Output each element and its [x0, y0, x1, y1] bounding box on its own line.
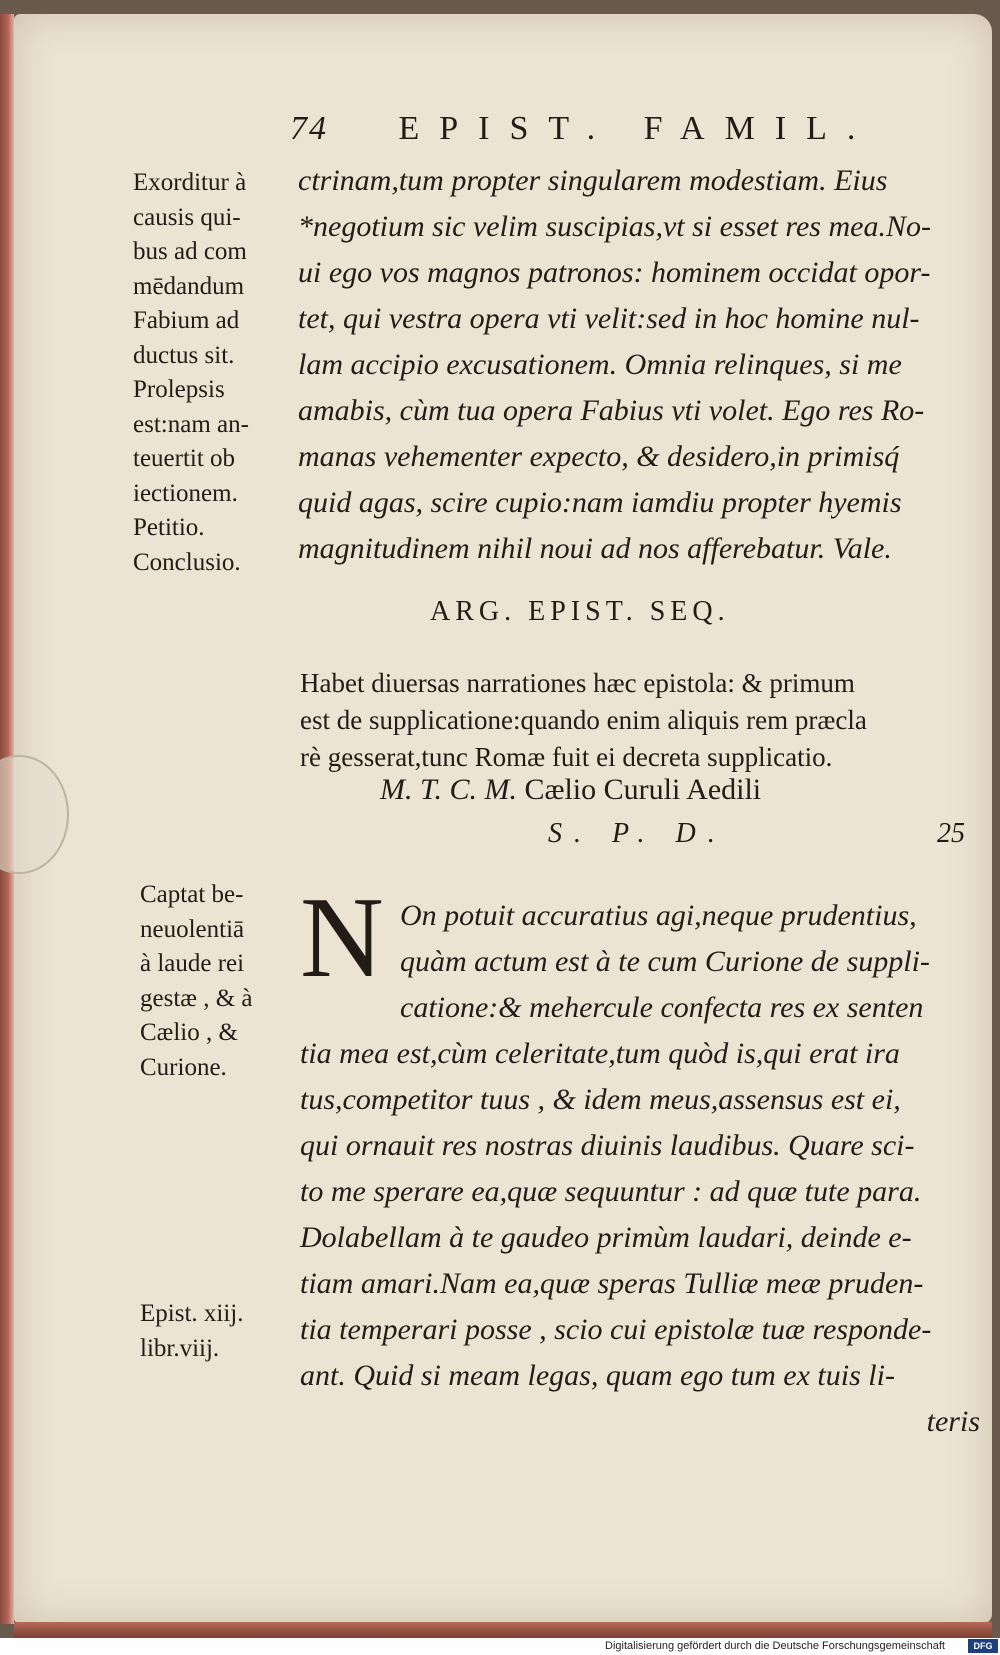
text-line: ant. Quid si meam legas, quam ego tum ex tuis li- — [300, 1359, 895, 1392]
text-line: tet, qui vestra opera vti velit:sed in hoc homine nul- — [298, 302, 920, 335]
text-line: tus,competitor tuus , & idem meus,assensus est ei, — [300, 1083, 901, 1116]
sender: M. T. C. M. — [380, 773, 517, 806]
text-line: manas vehementer expecto, & desidero,in primisq́ — [298, 440, 900, 473]
drop-cap: N — [300, 874, 384, 1002]
margin-note-line: iectionem. — [133, 479, 238, 507]
margin-note-line: teuertit ob — [133, 445, 236, 472]
salutation: S. P. D. — [548, 818, 727, 849]
text-line: Habet diuersas narrationes hæc epistola: & primum — [300, 668, 855, 698]
dfg-logo: DFG — [968, 1639, 998, 1653]
margin-note-line: est:nam an- — [133, 410, 249, 438]
recipient: Cælio Curuli Aedili — [524, 773, 762, 806]
letter-2-opening — [400, 893, 930, 1031]
margin-note-line: Conclusio. — [133, 548, 241, 576]
margin-note-1 — [133, 166, 249, 580]
text-line: tia mea est,cùm celeritate,tum quòd is,qui erat ira — [300, 1037, 900, 1070]
text-line: Dolabellam à te gaudeo primùm laudari, deinde e- — [300, 1221, 912, 1254]
margin-note-3 — [140, 1296, 243, 1365]
margin-note-2 — [140, 878, 253, 1085]
text-line: catione:& mehercule confecta res ex senten — [400, 991, 924, 1024]
margin-note-line: gestæ , & à — [140, 984, 253, 1012]
margin-note-line: mēdandum — [133, 272, 245, 300]
letter-address — [380, 773, 761, 807]
margin-note-line: bus ad com — [133, 238, 247, 265]
footer-credit: Digitalisierung gefördert durch die Deutsche Forschungsgemeinschaft — [605, 1640, 945, 1652]
margin-note-line: Captat be- — [140, 881, 244, 908]
margin-note-line: Petitio. — [133, 514, 205, 541]
page-number: 74 — [290, 110, 328, 147]
text-line: qui ornauit res nostras diuinis laudibus. Quare sci- — [300, 1129, 915, 1162]
margin-note-line: ductus sit. — [133, 341, 235, 369]
argument-text — [300, 665, 867, 776]
margin-note-line: Cælio , & — [140, 1019, 238, 1046]
text-line: to me sperare ea,quæ sequuntur : ad quæ tute para. — [300, 1175, 922, 1208]
text-line: rè gesserat,tunc Romæ fuit ei decreta supplicatio. — [300, 742, 833, 772]
text-line: ctrinam,tum propter singularem modestiam. Eius — [298, 164, 888, 197]
letter-1-text — [298, 158, 931, 572]
text-line: quàm actum est à te cum Curione de suppli- — [400, 945, 930, 978]
margin-note-line: Prolepsis — [133, 376, 225, 403]
argument-heading: ARG. EPIST. SEQ. — [430, 596, 730, 627]
text-line: lam accipio excusationem. Omnia relinques, si me — [298, 348, 902, 381]
letter-number: 25 — [937, 818, 965, 849]
margin-note-line: Epist. xiij. — [140, 1300, 244, 1327]
margin-note-line: à laude rei — [140, 950, 245, 977]
text-line: teris — [926, 1405, 980, 1438]
text-line: tia temperari posse , scio cui epistolæ tuæ responde- — [300, 1313, 932, 1346]
margin-note-line: neuolentiā — [140, 915, 245, 943]
margin-note-line: Exorditur à — [133, 169, 247, 196]
text-line: On potuit accuratius agi,neque prudentius, — [400, 899, 917, 932]
book-edge-bottom — [14, 1622, 992, 1638]
margin-note-line: libr.viij. — [140, 1334, 220, 1362]
margin-note-line: Curione. — [140, 1053, 227, 1081]
text-line: est de supplicatione:quando enim aliquis rem præcla — [300, 705, 867, 735]
text-line: *negotium sic velim suscipias,vt si esset res mea.No- — [298, 210, 931, 243]
text-line: tiam amari.Nam ea,quæ speras Tulliæ meæ pruden- — [300, 1267, 924, 1300]
text-line: amabis, cùm tua opera Fabius vti volet. Ego res Ro- — [298, 394, 925, 427]
header-title: EPIST. FAMIL. — [398, 110, 876, 147]
text-line: quid agas, scire cupio:nam iamdiu propter hyemis — [298, 486, 902, 519]
text-line: ui ego vos magnos patronos: hominem occidat opor- — [298, 256, 931, 289]
margin-note-line: causis qui- — [133, 203, 241, 231]
text-line: magnitudinem nihil noui ad nos afferebatur. Vale. — [298, 532, 892, 565]
running-head — [290, 110, 875, 148]
margin-note-line: Fabium ad — [133, 307, 240, 334]
letter-2-text — [300, 1031, 980, 1445]
